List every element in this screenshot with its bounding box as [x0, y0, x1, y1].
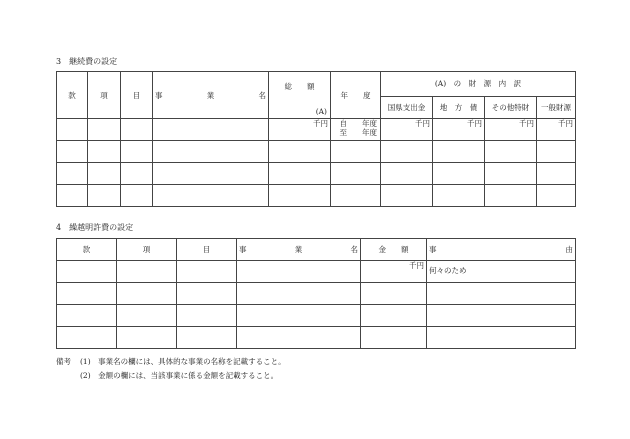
table-row	[57, 327, 576, 349]
header-ippan: 一般財源	[537, 96, 576, 118]
header-kokuken: 国県支出金	[381, 96, 433, 118]
section4-title: 4 繰越明許費の設定	[56, 223, 134, 232]
header-jigyoumei: 事 業 名	[237, 239, 361, 261]
unit-ippan: 千円	[537, 119, 576, 141]
header-zaigen: (A) の 財 源 内 訳	[381, 72, 576, 97]
table-row	[57, 261, 576, 283]
header-moku: 目	[121, 72, 153, 119]
carryover-expense-table	[56, 238, 576, 349]
nendo-range: 自 年度 至 年度	[331, 119, 381, 141]
header-moku: 目	[177, 239, 237, 261]
header-kou: 項	[88, 72, 121, 119]
header-sougaku: 総 額 (A)	[269, 72, 331, 119]
header-jiyuu: 事 由	[427, 239, 576, 261]
unit-sougaku: 千円	[269, 119, 331, 141]
table-row	[57, 283, 576, 305]
unit-sonota: 千円	[485, 119, 537, 141]
jiyuu-value: 何々のため	[427, 261, 576, 283]
header-jigyoumei: 事 業 名	[153, 72, 269, 119]
header-nendo: 年 度	[331, 72, 381, 119]
unit-kokuken: 千円	[381, 119, 433, 141]
header-chihousai: 地 方 債	[433, 96, 485, 118]
table-row	[57, 185, 576, 207]
table-row	[57, 119, 576, 141]
table-row	[57, 305, 576, 327]
note-item-2: (2) 金額の欄には、当該事業に係る金額を記載すること。	[80, 371, 279, 380]
table-row	[57, 163, 576, 185]
unit-kingaku: 千円	[361, 261, 427, 283]
header-kingaku: 金 額	[361, 239, 427, 261]
table-row	[57, 141, 576, 163]
unit-chihousai: 千円	[433, 119, 485, 141]
continuing-expense-table	[56, 71, 576, 207]
header-kou: 項	[117, 239, 177, 261]
header-sougaku-sub: (A)	[315, 107, 327, 116]
notes-label: 備考	[56, 357, 71, 366]
header-kan: 款	[57, 239, 117, 261]
header-kan: 款	[57, 72, 88, 119]
note-item-1: (1) 事業名の欄には、具体的な事業の名称を記載すること。	[80, 357, 286, 366]
header-sonota: その他特財	[485, 96, 537, 118]
section3-title: 3 継続費の設定	[56, 57, 118, 66]
